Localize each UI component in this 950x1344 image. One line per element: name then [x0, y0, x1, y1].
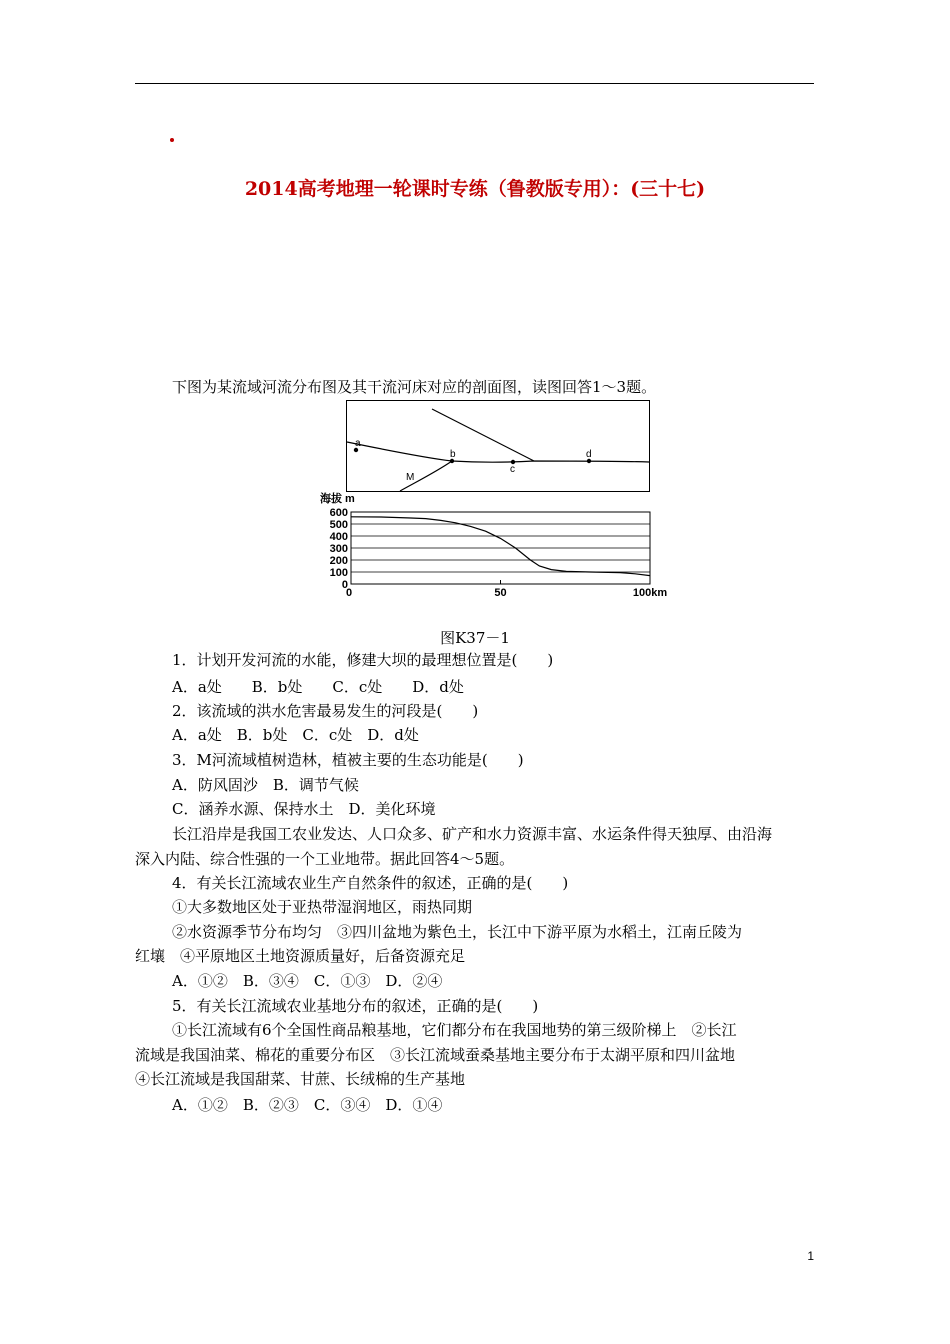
- label-d: d: [586, 449, 592, 460]
- river-map: [346, 400, 652, 494]
- question-4-options: A．①② B．③④ C．①③ D．②④: [172, 972, 443, 990]
- y-tick-label: 100: [329, 567, 348, 579]
- x-tick-label: 100km: [632, 587, 668, 599]
- figure-caption: 图K37－1: [440, 629, 510, 647]
- profile-line: [351, 517, 650, 576]
- question-2: 2．该流域的洪水危害最易发生的河段是( ): [172, 702, 479, 720]
- tributary-north: [432, 409, 534, 461]
- x-tick-label: 0: [345, 587, 353, 599]
- question-2-options: A．a处 B．b处 C．c处 D．d处: [172, 726, 419, 744]
- y-tick-label: 0: [341, 579, 348, 591]
- question-1: 1．计划开发河流的水能，修建大坝的最理想位置是( ): [172, 651, 554, 669]
- intro-text-2-line-1: 长江沿岸是我国工农业发达、人口众多、矿产和水力资源丰富、水运条件得天独厚、由沿海: [172, 825, 773, 843]
- question-3-options-2: C．涵养水源、保持水土 D．美化环境: [172, 800, 436, 818]
- profile-chart: [316, 490, 676, 602]
- intro-text-2-line-2: 深入内陆、综合性强的一个工业地带。据此回答4～5题。: [135, 850, 515, 868]
- question-5-line-3: ④长江流域是我国甜菜、甘蔗、长绒棉的生产基地: [135, 1070, 466, 1088]
- red-dot-mark: [170, 138, 174, 142]
- question-5: 5．有关长江流域农业基地分布的叙述，正确的是( ): [172, 997, 539, 1015]
- page-title: 2014高考地理一轮课时专练（鲁教版专用）：(三十七): [244, 178, 706, 200]
- y-tick-label: 200: [329, 555, 348, 567]
- intro-text-1: 下图为某流域河流分布图及其干流河床对应的剖面图，读图回答1～3题。: [172, 378, 657, 396]
- label-m: M: [406, 472, 415, 483]
- header-rule: [135, 83, 814, 84]
- map-frame: [347, 401, 650, 492]
- question-5-line-1: ①长江流域有6个全国性商品粮基地，它们都分布在我国地势的第三级阶梯上 ②长江: [172, 1021, 737, 1039]
- y-tick-label: 500: [329, 519, 348, 531]
- question-4-line-1: ①大多数地区处于亚热带湿润地区，雨热同期: [172, 898, 473, 916]
- y-tick-label: 600: [329, 507, 348, 519]
- y-tick-label: 400: [329, 531, 348, 543]
- page-number: 1: [807, 1249, 814, 1263]
- question-4-line-2: ②水资源季节分布均匀 ③四川盆地为紫色土，长江中下游平原为水稻土，江南丘陵为: [172, 923, 743, 941]
- question-3: 3．M河流域植树造林，植被主要的生态功能是( ): [172, 751, 524, 769]
- y-tick-label: 300: [329, 543, 348, 555]
- question-5-line-2: 流域是我国油菜、棉花的重要分布区 ③长江流域蚕桑基地主要分布于太湖平原和四川盆地: [135, 1046, 736, 1064]
- y-axis-label: 海拔 m: [320, 493, 355, 505]
- question-1-options: A．a处 B．b处 C．c处 D．d处: [172, 678, 464, 696]
- label-c: c: [510, 464, 515, 475]
- label-a: a: [355, 438, 361, 449]
- x-tick-label: 50: [494, 587, 507, 599]
- question-3-options-1: A．防风固沙 B．调节气候: [172, 776, 359, 794]
- question-5-options: A．①② B．②③ C．③④ D．①④: [172, 1096, 443, 1114]
- main-river: [347, 442, 649, 462]
- question-4-line-3: 红壤 ④平原地区土地资源质量好，后备资源充足: [135, 947, 466, 965]
- label-b: b: [450, 449, 456, 460]
- question-4: 4．有关长江流域农业生产自然条件的叙述，正确的是( ): [172, 874, 569, 892]
